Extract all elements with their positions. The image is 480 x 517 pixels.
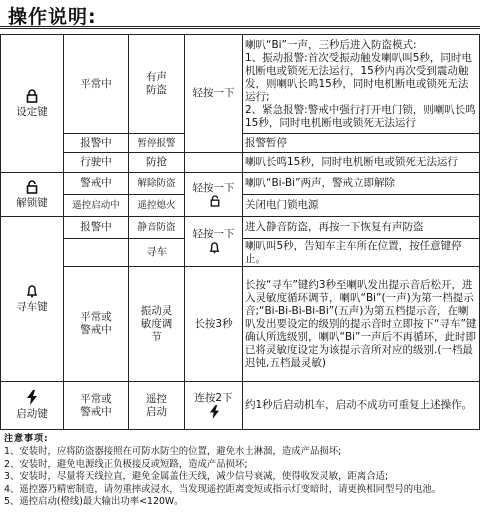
- find-desc-silent: 进入静音防盗，再按一下恢复有声防盗: [243, 217, 480, 239]
- set-sub-driving: 防抢: [129, 153, 185, 173]
- start-action: 连按2下: [194, 392, 233, 404]
- find-sub-find: 寻车: [146, 246, 167, 258]
- lightning-bolt-icon: [26, 390, 38, 405]
- table-row: [1, 153, 480, 173]
- page-title: 操作说明:: [8, 6, 97, 28]
- set-state-normal: 平常中: [64, 35, 129, 134]
- unlock-desc-remote: 关闭电门锁电源: [243, 195, 480, 217]
- table-row: [1, 382, 480, 430]
- find-sub-sens: 振动灵 敏度调 节: [129, 267, 185, 382]
- set-desc: 喇叭“Bi”一声，三秒后进入防盗模式: 1、振动报警:首次受振动触发喇叭叫5秒，同时电机断电或锁死无法运行，15秒内再次受到震动触发，则喇叭长鸣15秒，同时电机断电或锁死无法运行; 2、紧急报警:警戒中强行打开电门锁，则喇叭长鸣15秒，同时电机断电或锁死无法运行: [243, 35, 480, 134]
- unlock-key-label: 解锁键: [16, 196, 48, 209]
- find-sub-silent: 静音防盗: [129, 217, 185, 239]
- start-state: 平常或 警戒中: [64, 382, 129, 430]
- start-key-cell: [1, 382, 64, 430]
- set-key-cell: [1, 35, 64, 173]
- find-action-long: 长按3秒: [185, 267, 243, 382]
- start-sub: 遥控 启动: [129, 382, 185, 430]
- find-action-cell: [185, 217, 243, 267]
- table-row: [1, 173, 480, 195]
- lock-open-icon: [210, 195, 220, 207]
- table-row: [1, 35, 480, 134]
- find-state-empty: [64, 239, 129, 267]
- notes-title: 注意事项:: [4, 434, 49, 444]
- find-desc-find: 喇叭叫5秒，告知车主车所在位置，按任意键停止。: [243, 239, 480, 267]
- title-divider: [0, 26, 480, 29]
- start-desc: 约1秒后启动机车，启动不成功可重复上述操作。: [243, 382, 480, 430]
- set-state-alarm: 报警中: [64, 134, 129, 153]
- lightning-bolt-icon: [209, 405, 220, 419]
- unlock-action: 轻按一下: [192, 181, 235, 194]
- set-desc-alarm: 报警暂停: [243, 134, 480, 153]
- table-row: [1, 267, 480, 382]
- unlock-key-cell: [1, 173, 64, 217]
- note-item: 3、安装时，尽量将天线拉直，避免金属盖住天线，减少信号衰减，使得收发灵敏，距离合适;: [4, 471, 389, 483]
- find-state-normal: 平常或 警戒中: [64, 267, 129, 382]
- find-key-cell: [1, 217, 64, 382]
- unlock-sub-remote: 遥控熄火: [129, 195, 185, 217]
- note-item: 1、安装时，应将防盗器接照在可防水防尘的位置，避免水土淋溜，造成产品损坏;: [4, 446, 342, 458]
- lock-open-icon: [26, 180, 38, 194]
- unlock-state-remote: 遥控启动中: [64, 195, 129, 217]
- note-item: 4、遥控器乃精密制造，请勿重摔或浸水，当发现遥控距离变短或指示灯变暗时，请更换相同型号的电池。: [4, 483, 442, 495]
- set-desc-driving: 喇叭长鸣15秒，同时电机断电或锁死无法运行: [243, 153, 480, 173]
- set-key-label: 设定键: [16, 105, 48, 118]
- bell-icon: [209, 241, 220, 254]
- bell-icon: [26, 284, 38, 298]
- find-state-alarm: 报警中: [64, 217, 129, 239]
- set-state-driving: 行驶中: [64, 153, 129, 173]
- find-sub-find-cell: [129, 239, 185, 267]
- find-action: 轻按一下: [192, 228, 235, 241]
- start-key-label: 启动键: [16, 408, 48, 420]
- note-item: 2、安装时，避免电源线正负极接反或短路，造成产品损坏;: [4, 458, 248, 470]
- find-key-label: 寻车键: [16, 301, 48, 313]
- set-action-driving-empty: [185, 153, 243, 173]
- start-action-cell: [185, 382, 243, 430]
- set-sub-sound: 有声 防盗: [129, 35, 185, 134]
- unlock-action-cell: [185, 173, 243, 217]
- notes-section: [4, 433, 476, 508]
- lock-closed-icon: [26, 89, 38, 103]
- note-item: 5、遥控启动(橙线)最大输出功率<120W。: [4, 496, 184, 508]
- find-desc-long: 长按“寻车”键约3秒至喇叭发出提示音后松开，进入灵敏度循环调节，喇叭“Bi”(一声)为第一档提示音;“Bi-Bi-Bi-Bi-Bi”(五声)为第五档提示音，在喇叭发出要设定的级别的提示音时立即按下“寻车”键确认所选级别，喇叭“Bi”一声后不再循环，此时即已将灵敏度设定为该提示音所对应的级别.(一档最迟钝,五档最灵敏): [243, 267, 480, 382]
- unlock-sub-guard: 解除防盗: [129, 173, 185, 195]
- operation-table: [0, 34, 480, 430]
- set-action: 轻按一下: [185, 35, 243, 153]
- set-sub-alarm: 暂停报警: [129, 134, 185, 153]
- unlock-desc-guard: 喇叭“Bi-Bi”两声，警戒立即解除: [243, 173, 480, 195]
- table-row: [1, 217, 480, 239]
- unlock-state-guard: 警戒中: [64, 173, 129, 195]
